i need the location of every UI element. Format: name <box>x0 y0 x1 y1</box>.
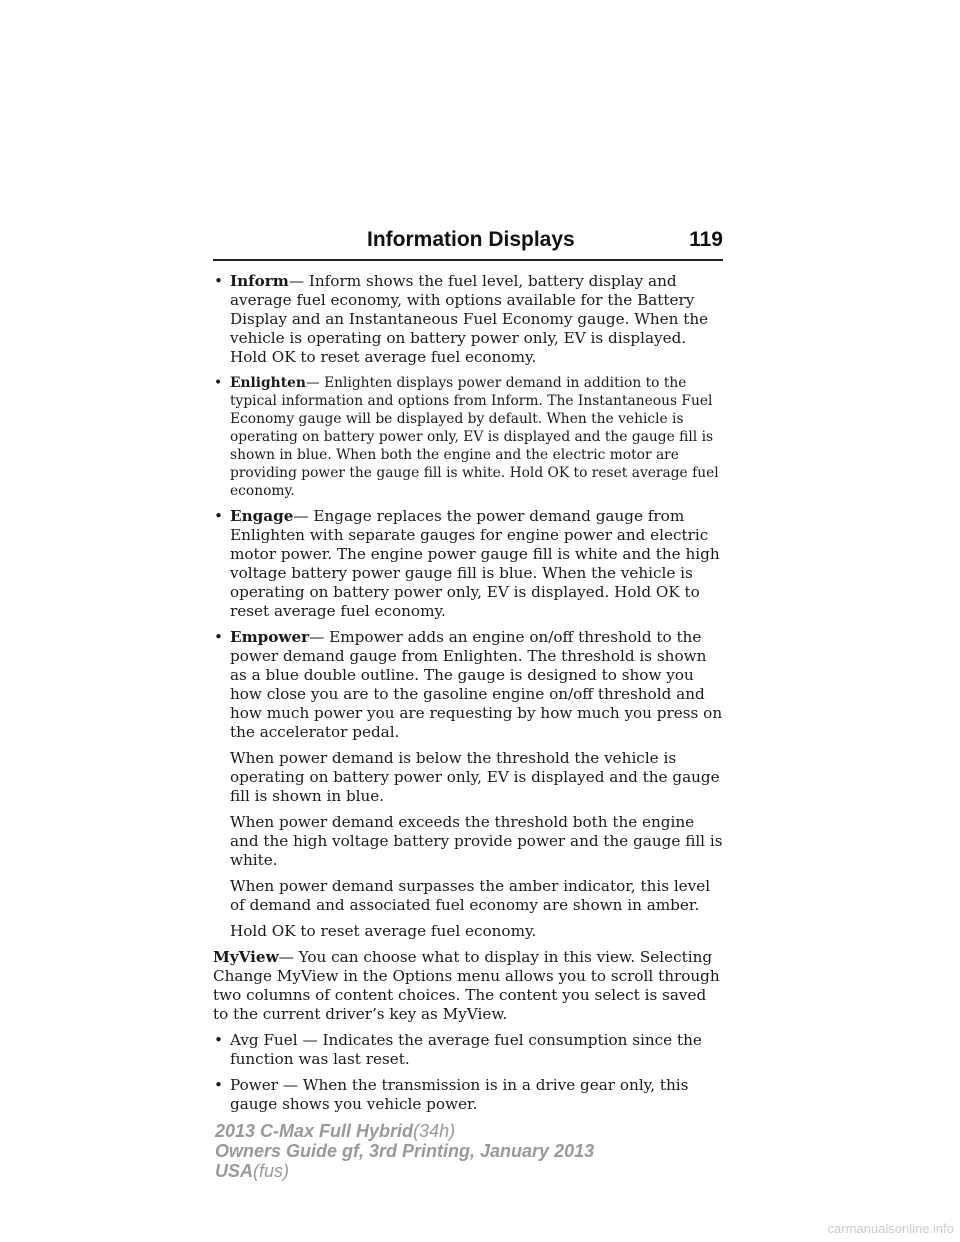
term-engage: Engage <box>230 507 294 525</box>
page-footer <box>215 1121 594 1181</box>
bullet-glyph: • <box>214 1031 223 1049</box>
bullet-inform <box>213 272 725 367</box>
header-divider <box>213 259 723 261</box>
footer-market: USA <box>215 1161 254 1181</box>
bullet-glyph: • <box>214 628 223 646</box>
bullet-glyph: • <box>214 272 223 290</box>
enlighten-description: — Enlighten displays power demand in addition to the typical information and options from Inform. The Instantaneous Fuel Economy gauge will be displayed by default. When the vehicle is operating on battery power only, EV is displayed and the gauge fill is shown in blue. When both the engine and the electric motor are providing power the gauge fill is white. Hold OK to reset average fuel economy. <box>230 375 719 499</box>
bullet-engage <box>213 507 725 621</box>
page-body <box>213 272 725 1121</box>
page-number: 119 <box>689 228 723 251</box>
engage-description: — Engage replaces the power demand gauge from Enlighten with separate gauges for engine power and electric motor power. The engine power gauge fill is white and the high voltage battery power gauge fill is blue. When the vehicle is operating on battery power only, EV is displayed. Hold OK to reset average fuel economy. <box>230 507 720 620</box>
term-inform: Inform <box>230 272 289 290</box>
myview-description: — You can choose what to display in this view. Selecting Change MyView in the Options menu allows you to scroll through two columns of content choices. The content you select is saved to the current driver’s key as MyView. <box>213 948 720 1023</box>
page-header <box>213 226 723 264</box>
footer-line-guide: Owners Guide gf, 3rd Printing, January 2013 <box>215 1141 595 1161</box>
section-title: Information Displays <box>367 228 575 251</box>
bullet-avg-fuel <box>213 1031 725 1069</box>
bullet-enlighten <box>213 374 725 500</box>
footer-model-code: (34h) <box>413 1121 456 1141</box>
empower-paragraph-reset: Hold OK to reset average fuel economy. <box>230 922 537 940</box>
empower-description: — Empower adds an engine on/off threshold to the power demand gauge from Enlighten. The threshold is shown as a blue double outline. The gauge is designed to show you how close you are to the gasoline engine on/off threshold and how much power you are requesting by how much you press on the accelerator pedal. <box>230 628 723 741</box>
myview-paragraph <box>213 948 725 1024</box>
power-description: Power — When the transmission is in a drive gear only, this gauge shows you vehicle power. <box>230 1076 689 1113</box>
empower-paragraph-below-threshold: When power demand is below the threshold the vehicle is operating on battery power only, EV is displayed and the gauge fill is shown in blue. <box>230 749 720 805</box>
avg-fuel-description: Avg Fuel — Indicates the average fuel consumption since the function was last reset. <box>230 1031 702 1068</box>
bullet-power <box>213 1076 725 1114</box>
term-enlighten: Enlighten <box>230 375 306 391</box>
bullet-empower <box>213 628 725 742</box>
empower-paragraph-amber: When power demand surpasses the amber indicator, this level of demand and associated fuel economy are shown in amber. <box>230 877 711 914</box>
term-myview: MyView <box>213 948 279 966</box>
footer-model: 2013 C-Max Full Hybrid <box>215 1121 414 1141</box>
empower-paragraph-exceeds-threshold: When power demand exceeds the threshold both the engine and the high voltage battery provide power and the gauge fill is white. <box>230 813 723 869</box>
bullet-glyph: • <box>214 1076 223 1094</box>
bullet-glyph: • <box>214 375 223 391</box>
footer-line-market <box>215 1161 594 1181</box>
footer-market-code: (fus) <box>253 1161 290 1181</box>
term-empower: Empower <box>230 628 310 646</box>
inform-description: — Inform shows the fuel level, battery display and average fuel economy, with options available for the Battery Display and an Instantaneous Fuel Economy gauge. When the vehicle is operating on battery power only, EV is displayed. Hold OK to reset average fuel economy. <box>230 272 709 366</box>
watermark-text: carmanualsonline.info <box>827 1221 954 1236</box>
bullet-glyph: • <box>214 507 223 525</box>
footer-line-model <box>215 1121 594 1141</box>
